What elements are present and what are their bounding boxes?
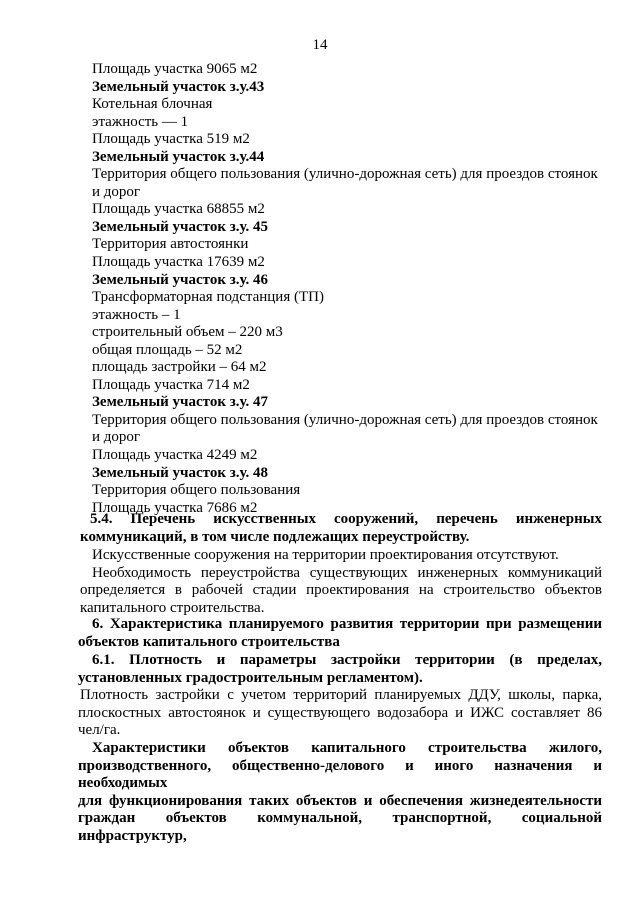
paragraph-line: капитального строительства. bbox=[80, 599, 265, 616]
list-line: Котельная блочная bbox=[92, 96, 213, 113]
plot-heading: Земельный участок з.у. 47 bbox=[92, 394, 269, 411]
list-line: Площадь участка 17639 м2 bbox=[92, 254, 265, 271]
list-line: Территория общего пользования (улично-дорожная сеть) для проездов стоянок bbox=[92, 411, 598, 428]
paragraph-line: определяется в рабочей стадии проектирования на строительство объектов bbox=[80, 582, 602, 598]
section-6-heading bbox=[78, 616, 602, 651]
list-line: строительный объем – 220 м3 bbox=[92, 324, 283, 341]
list-line: Площадь участка 714 м2 bbox=[92, 376, 250, 393]
list-line: Площадь участка 68855 м2 bbox=[92, 201, 265, 218]
section-6-1-body bbox=[78, 687, 602, 740]
paragraph-line: Искусственные сооружения на территории проектирования отсутствуют. bbox=[92, 547, 559, 563]
list-line: площадь застройки – 64 м2 bbox=[92, 359, 267, 376]
list-line: и дорог bbox=[92, 183, 141, 200]
final-heading bbox=[78, 740, 602, 845]
list-line: общая площадь – 52 м2 bbox=[92, 341, 243, 358]
section-6-1-heading bbox=[78, 652, 602, 687]
plot-heading: Земельный участок з.у.43 bbox=[92, 78, 265, 95]
land-plot-list bbox=[92, 61, 602, 517]
plot-heading: Земельный участок з.у.44 bbox=[92, 148, 265, 165]
heading-line: Характеристики объектов капитального строительства жилого, bbox=[92, 740, 602, 756]
heading-line: объектов капитального строительства bbox=[78, 633, 340, 650]
list-line: Площадь участка 7686 м2 bbox=[92, 499, 258, 516]
heading-line: для функционирования таких объектов и обеспечения жизнедеятельности bbox=[78, 792, 602, 809]
section-5-4-body bbox=[80, 547, 602, 617]
list-line: и дорог bbox=[92, 429, 141, 446]
list-line: этажность – 1 bbox=[92, 306, 181, 323]
paragraph-line: Плотность застройки с учетом территорий планируемых ДДУ, школы, парка, bbox=[80, 687, 602, 703]
plot-heading: Земельный участок з.у. 46 bbox=[92, 271, 269, 288]
list-line: Территория автостоянки bbox=[92, 236, 249, 253]
section-5-4-heading bbox=[80, 511, 602, 546]
list-line: Площадь участка 9065 м2 bbox=[92, 61, 258, 77]
paragraph-line: Необходимость переустройства существующих инженерных коммуникаций bbox=[92, 564, 602, 581]
heading-line: 5.4. Перечень искусственных сооружений, перечень инженерных bbox=[90, 511, 602, 527]
heading-line: 6. Характеристика планируемого развития территории при размещении bbox=[92, 616, 602, 632]
list-line: Трансформаторная подстанция (ТП) bbox=[92, 289, 324, 306]
heading-line: 6.1. Плотность и параметры застройки территории (в пределах, bbox=[92, 652, 602, 668]
heading-line: граждан объектов коммунальной, транспортной, социальной инфраструктур, bbox=[78, 810, 602, 844]
paragraph-line: чел/га. bbox=[78, 722, 121, 738]
heading-line: коммуникаций, в том числе подлежащих переустройству. bbox=[80, 528, 470, 545]
plot-heading: Земельный участок з.у. 45 bbox=[92, 218, 269, 235]
heading-line: производственного, общественно-делового и иного назначения и необходимых bbox=[78, 757, 602, 791]
plot-heading: Земельный участок з.у. 48 bbox=[92, 464, 269, 481]
list-line: Территория общего пользования (улично-дорожная сеть) для проездов стоянок bbox=[92, 166, 598, 183]
list-line: Территория общего пользования bbox=[92, 482, 301, 499]
list-line: Площадь участка 519 м2 bbox=[92, 131, 250, 148]
list-line: Площадь участка 4249 м2 bbox=[92, 447, 258, 464]
list-line: этажность — 1 bbox=[92, 113, 189, 130]
paragraph-line: плоскостных автостоянок и существующего водозабора и ИЖС составляет 86 bbox=[78, 704, 602, 721]
page-number: 14 bbox=[312, 37, 328, 53]
heading-line: установленных градостроительным регламентом). bbox=[78, 669, 423, 686]
